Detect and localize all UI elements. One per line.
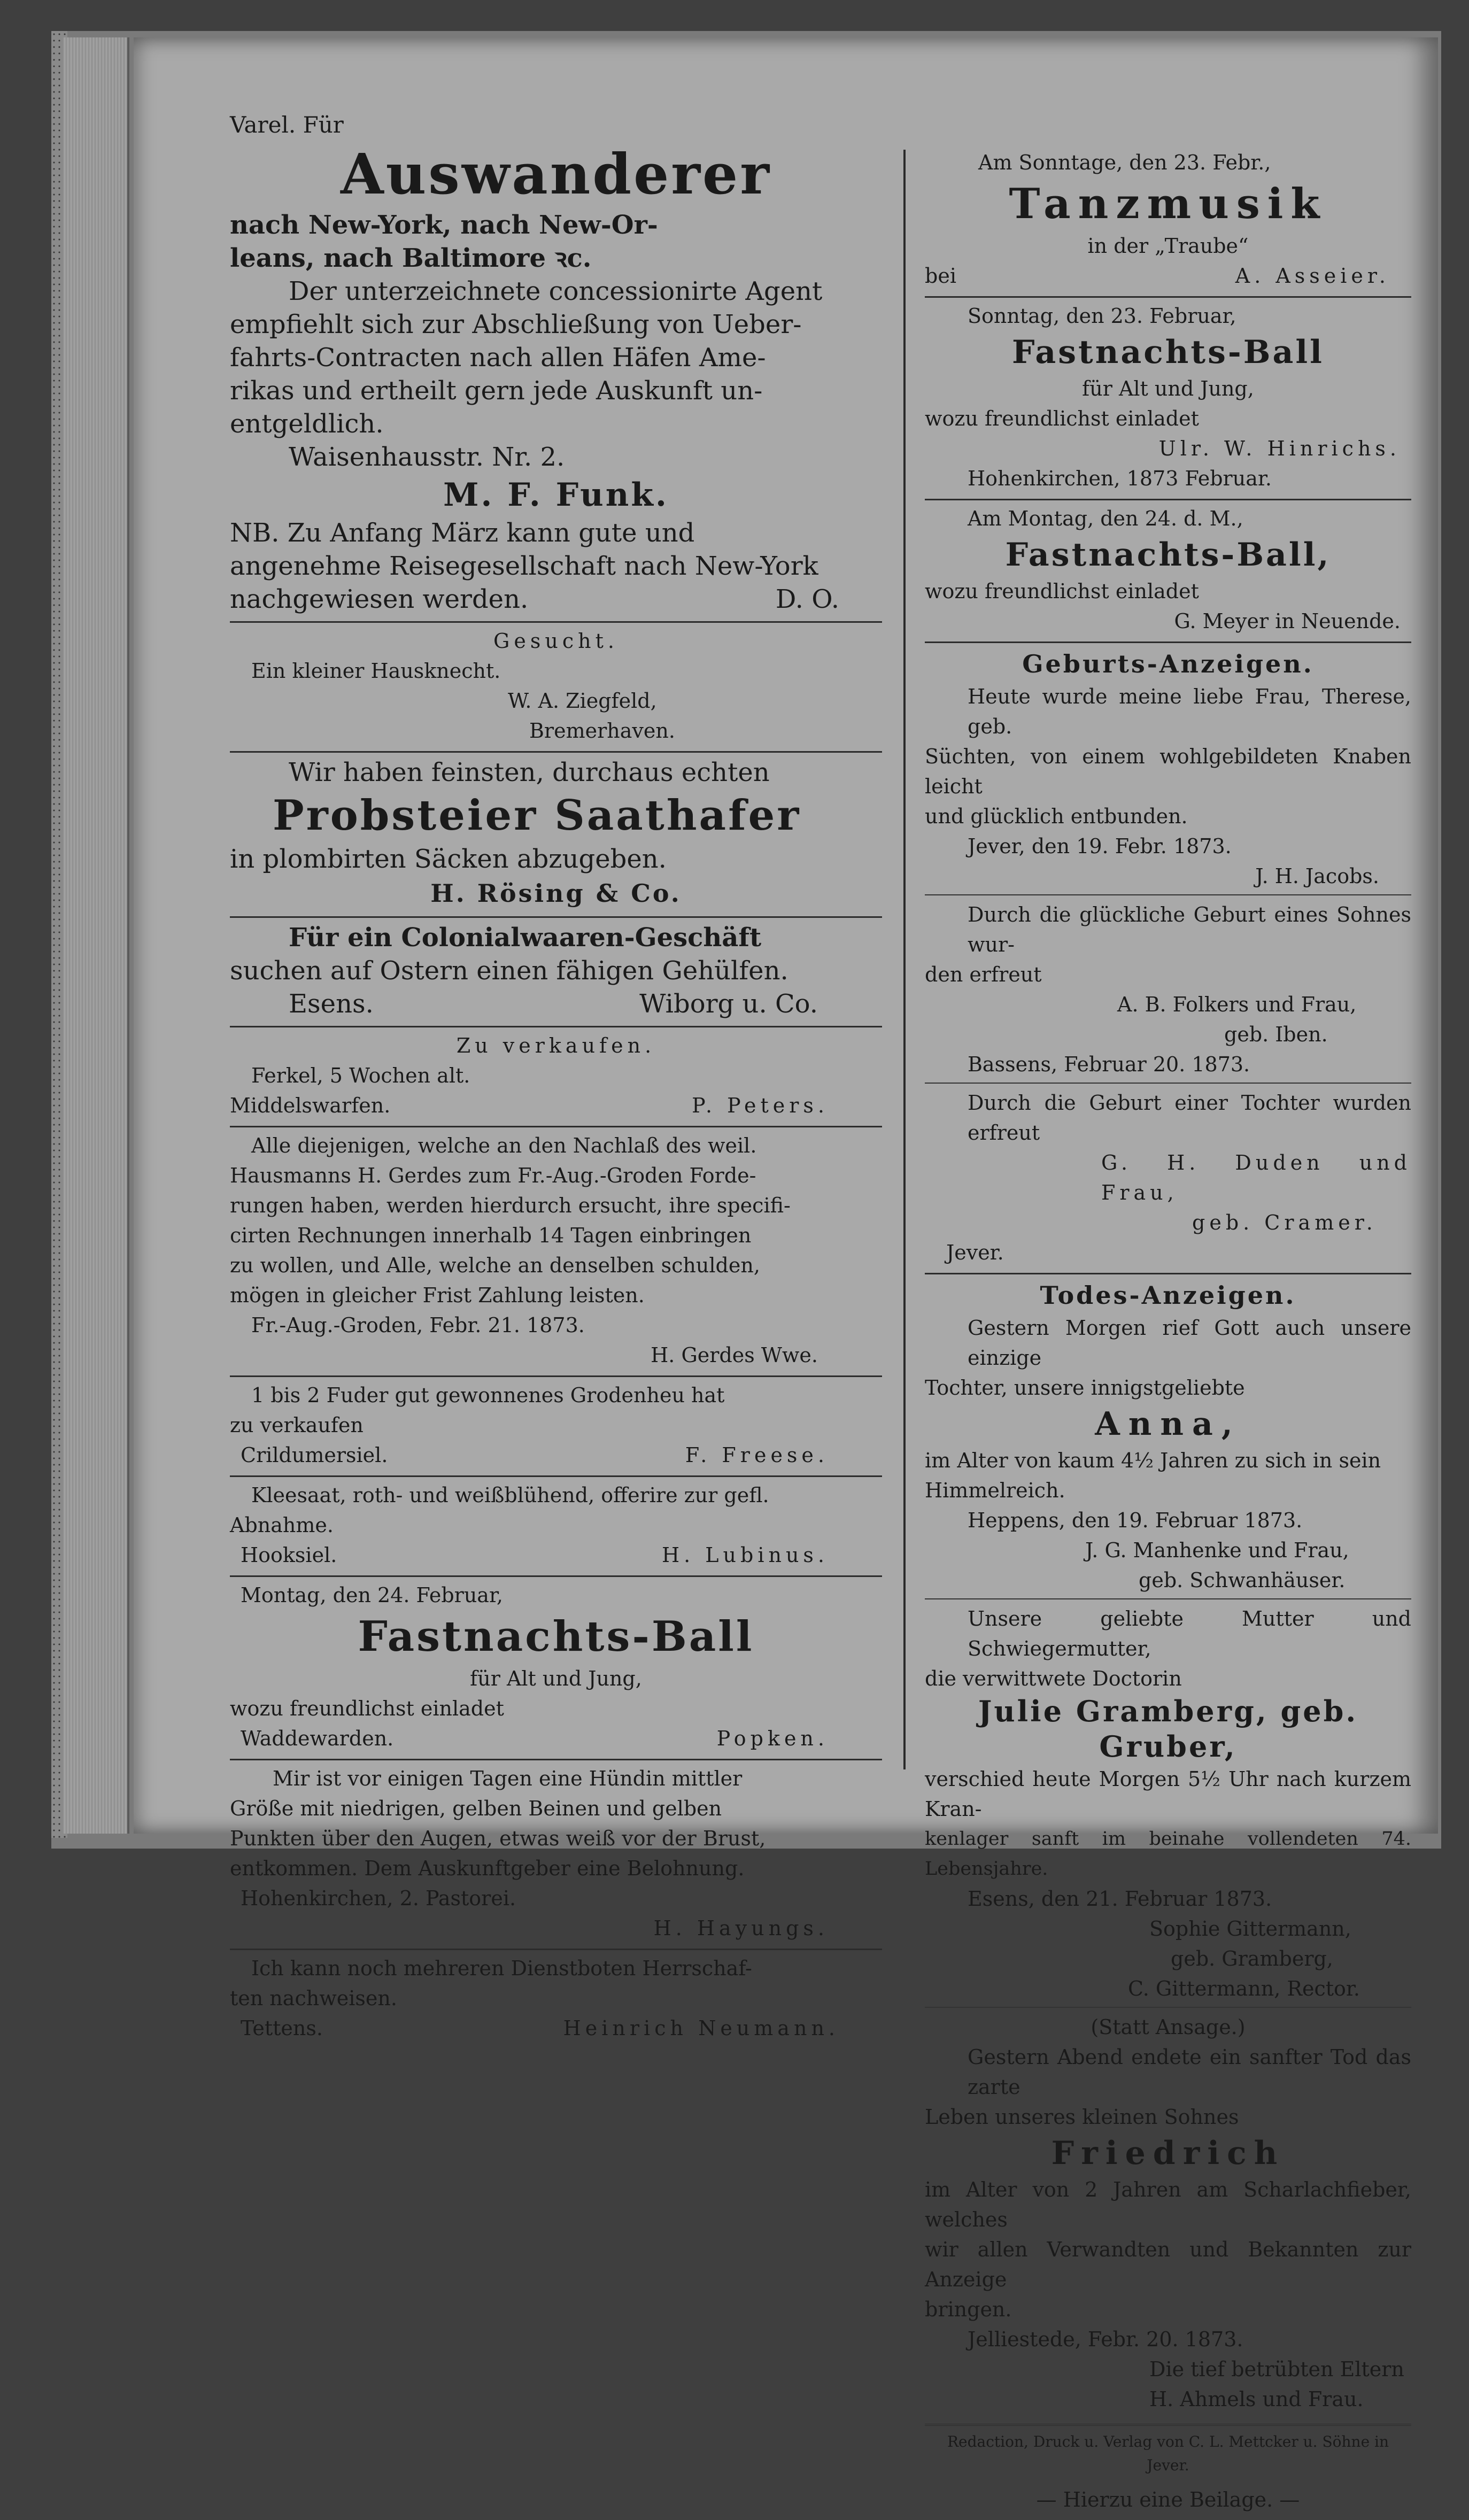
ad-place: Waddewarden. [241,1727,394,1750]
ad-signature: G. Meyer in Neuende. [1174,609,1401,633]
ad-body-line: und glücklich entbunden. [925,805,1188,828]
ad-fastnachtsball-hohenkirchen [925,298,1411,500]
ad-signature: W. A. Ziegfeld, [508,689,657,713]
ad-body-line: Gestern Abend endete ein sanfter Tod das zarte [968,2045,1411,2099]
ad-signature: geb. Cramer. [1192,1211,1377,1234]
ad-body-line: im Alter von 2 Jahren am Scharlachfieber, welches [925,2178,1411,2231]
right-column [925,144,1411,2520]
ad-title: Auswanderer [340,141,772,207]
ad-title: Fastnachts-Ball [358,1612,754,1661]
ad-text: bei [925,264,956,288]
ad-tanzmusik [925,144,1411,298]
ad-body-line: Durch die Geburt einer Tochter wurden erfreut [968,1091,1411,1145]
ad-signature: Die tief betrübten Eltern [1149,2357,1404,2381]
ad-nb-line: nachgewiesen werden. [230,584,529,614]
ad-signature-place: Bremerhaven. [529,719,675,743]
ad-signature: Wiborg u. Co. [639,989,818,1019]
ad-signature: P. Peters. [692,1094,829,1117]
section-todes-anzeigen [925,1274,1411,2520]
ad-text: für Alt und Jung, [1082,377,1254,400]
ad-date: Jelliestede, Febr. 20. 1873. [968,2328,1243,2351]
ad-signature: H. Rösing & Co. [430,879,682,908]
ad-body-line: rungen haben, werden hierdurch ersucht, ihre specifi- [230,1194,791,1217]
ad-ferkel [230,1027,882,1127]
ad-address: Waisenhausstr. Nr. 2. [289,442,565,472]
ad-text: für Alt und Jung, [470,1667,642,1690]
ad-destinations-line1: nach New-York, nach New-Or- [230,210,658,240]
ad-body-line: Gestern Morgen rief Gott auch unsere einzige [968,1316,1411,1370]
ad-nachlass [230,1127,882,1377]
page-stack-edge [63,37,129,1834]
section-title: Todes-Anzeigen. [1040,1281,1296,1310]
ad-text: wozu freundlichst einladet [925,407,1199,430]
ad-body-line: die verwittwete Doctorin [925,1667,1182,1690]
ad-signature: Heinrich Neumann. [563,2016,839,2040]
ad-signature: A. Asseier. [1235,264,1390,288]
ad-fastnachtsball-neuende [925,500,1411,643]
ad-body-line: Unsere geliebte Mutter und Schwiegermutter, [968,1607,1411,1660]
ad-body-line: fahrts-Contracten nach allen Häfen Ame- [230,343,766,373]
ad-kleesaat [230,1477,882,1577]
deceased-name: Anna, [1095,1405,1241,1443]
ad-place: Esens. [289,989,374,1019]
ad-date: Montag, den 24. Februar, [241,1583,504,1607]
ad-text: wozu freundlichst einladet [925,579,1199,603]
ad-text: suchen auf Ostern einen fähigen Gehülfen. [230,956,788,986]
ad-text: Kleesaat, roth- und weißblühend, offerire zur gefl. [251,1483,769,1507]
ad-body-line: Leben unseres kleinen Sohnes [925,2105,1239,2129]
ad-place: Hohenkirchen, 2. Pastorei. [241,1887,516,1910]
ad-gesucht [230,623,882,753]
imprint-text: Redaction, Druck u. Verlag von C. L. Mettcker u. Söhne in Jever. [947,2433,1389,2474]
ad-signature: geb. Gramberg, [1171,1947,1333,1970]
ad-fuer: Für [303,112,344,138]
ad-place: Middelswarfen. [230,1094,391,1117]
ad-title: Probsteier Saathafer [273,791,801,840]
imprint-block [925,2424,1411,2515]
ad-body-line: kenlager sanft im beinahe vollendeten 74. Lebensjahre. [925,1828,1411,1880]
ad-signature: F. Freese. [685,1443,829,1467]
ad-place: Hohenkirchen, 1873 Februar. [968,467,1272,490]
ad-title: Gesucht. [493,629,618,653]
ad-body-line: Punkten über den Augen, etwas weiß vor der Brust, [230,1827,766,1850]
ad-place: Jever. [946,1241,1004,1264]
ad-body-line: cirten Rechnungen innerhalb 14 Tagen einbringen [230,1224,752,1247]
ad-body-line: rikas und ertheilt gern jede Auskunft un- [230,376,763,406]
ad-body-line: Heute wurde meine liebe Frau, Therese, geb. [968,685,1411,738]
ad-text: in der „Traube“ [1087,234,1249,258]
ad-nb-line: NB. Zu Anfang März kann gute und [230,518,695,548]
ad-signature: geb. Schwanhäuser. [1139,1568,1346,1592]
ad-text: Abnahme. [230,1513,334,1537]
deceased-name: Julie Gramberg, geb. Gruber, [978,1694,1358,1764]
ad-dienstboten [230,1950,882,2049]
ad-place: Crildumersiel. [241,1443,388,1467]
ad-signature: geb. Iben. [1224,1023,1328,1046]
ad-text: wozu freundlichst einladet [230,1697,504,1720]
ad-signature: A. B. Folkers und Frau, [1117,993,1357,1016]
ad-body-line: zu wollen, und Alle, welche an denselben schulden, [230,1254,760,1277]
ad-body-line: Durch die glückliche Geburt eines Sohnes wur- [968,903,1411,956]
ad-text: Für ein Colonialwaaren-Geschäft [289,923,762,953]
ad-signature: H. Hayungs. [653,1916,829,1940]
ad-title: Fastnachts-Ball, [1005,536,1331,574]
ad-signature: J. H. Jacobs. [1255,864,1379,888]
ad-signature: Sophie Gittermann, [1149,1917,1351,1941]
ad-nb-line: angenehme Reisegesellschaft nach New-York [230,551,818,581]
ad-title: Tanzmusik [1009,180,1327,228]
section-title: Geburts-Anzeigen. [1022,650,1314,678]
ad-date: Am Montag, den 24. d. M., [968,507,1243,530]
ad-body-line: den erfreut [925,963,1042,986]
ad-signature: M. F. Funk. [443,476,669,514]
ad-place: Varel. [230,112,296,138]
ad-body-line: Größe mit niedrigen, gelben Beinen und gelben [230,1797,722,1820]
ad-signature: Popken. [716,1727,829,1750]
ad-destinations-line2: leans, nach Baltimore ꝛc. [230,243,592,273]
column-divider [903,150,906,1769]
ad-huendin [230,1760,882,1950]
ad-signature: Ulr. W. Hinrichs. [1158,437,1401,460]
supplement-note: — Hierzu eine Beilage. — [1036,2488,1300,2511]
section-geburts-anzeigen [925,643,1411,1274]
ad-body-line: verschied heute Morgen 5½ Uhr nach kurzem Kran- [925,1767,1411,1821]
ad-body-line: entgeldlich. [230,409,384,439]
ad-body-line: Der unterzeichnete concessionirte Agent [289,276,823,306]
ad-signature: H. Lubinus. [661,1543,829,1567]
ad-text: Ich kann noch mehreren Dienstboten Herrschaf- [251,1957,752,1980]
ad-body-line: Himmelreich. [925,1479,1065,1502]
ad-auswanderer [230,107,882,623]
ad-body-line: wir allen Verwandten und Bekannten zur Anzeige [925,2238,1411,2291]
deceased-name: Friedrich [1051,2135,1285,2172]
ad-title: Fastnachts-Ball [1012,334,1324,371]
ad-signature: C. Gittermann, Rector. [1128,1977,1360,2000]
ad-colonialwaaren [230,918,882,1027]
ad-body-line: im Alter von kaum 4½ Jahren zu sich in sein [925,1449,1381,1472]
ad-text: Ein kleiner Hausknecht. [251,659,501,683]
ad-body-line: empfiehlt sich zur Abschließung von Ueber- [230,310,802,339]
ad-text: in plombirten Säcken abzugeben. [230,844,667,874]
ad-place: Hooksiel. [241,1543,337,1567]
ad-text: 1 bis 2 Fuder gut gewonnenes Grodenheu hat [251,1383,725,1407]
ad-header: (Statt Ansage.) [1091,2015,1246,2039]
ad-text: Ferkel, 5 Wochen alt. [251,1064,470,1087]
ad-fastnachtsball-waddewarden [230,1577,882,1760]
ad-saathafer [230,753,882,918]
ad-body-line: Tochter, unsere innigstgeliebte [925,1376,1245,1400]
ad-body-line: Süchten, von einem wohlgebildeten Knaben leicht [925,745,1411,798]
ad-grodenheu [230,1377,882,1477]
ad-text: zu verkaufen [230,1413,364,1437]
ad-body-line: entkommen. Dem Auskunftgeber eine Belohnung. [230,1857,745,1880]
ad-date: Fr.-Aug.-Groden, Febr. 21. 1873. [251,1313,585,1337]
ad-date: Am Sonntage, den 23. Febr., [978,151,1271,174]
ad-date: Esens, den 21. Februar 1873. [968,1887,1272,1911]
ad-date: Bassens, Februar 20. 1873. [968,1053,1250,1076]
ad-place: Tettens. [241,2016,323,2040]
ad-signature: H. Ahmels und Frau. [1149,2387,1364,2411]
ad-body-line: Mir ist vor einigen Tagen eine Hündin mittler [273,1767,743,1790]
left-column [230,107,882,2049]
ad-body-line: mögen in gleicher Frist Zahlung leisten. [230,1284,645,1307]
ad-title: Zu verkaufen. [456,1034,656,1057]
ad-initials: D. O. [775,584,839,614]
ad-body-line: Hausmanns H. Gerdes zum Fr.-Aug.-Groden Forde- [230,1164,756,1187]
ad-text: ten nachweisen. [230,1986,397,2010]
ad-text: Wir haben feinsten, durchaus echten [289,757,770,787]
ad-body-line: bringen. [925,2298,1012,2321]
ad-body-line: Alle diejenigen, welche an den Nachlaß des weil. [251,1134,757,1157]
ad-signature: J. G. Manhenke und Frau, [1085,1539,1349,1562]
ad-date: Jever, den 19. Febr. 1873. [968,834,1232,858]
ad-date: Heppens, den 19. Februar 1873. [968,1509,1303,1532]
ad-date: Sonntag, den 23. Februar, [968,304,1236,328]
ad-signature: H. Gerdes Wwe. [651,1343,818,1367]
ad-signature: G. H. Duden und Frau, [1101,1151,1411,1204]
